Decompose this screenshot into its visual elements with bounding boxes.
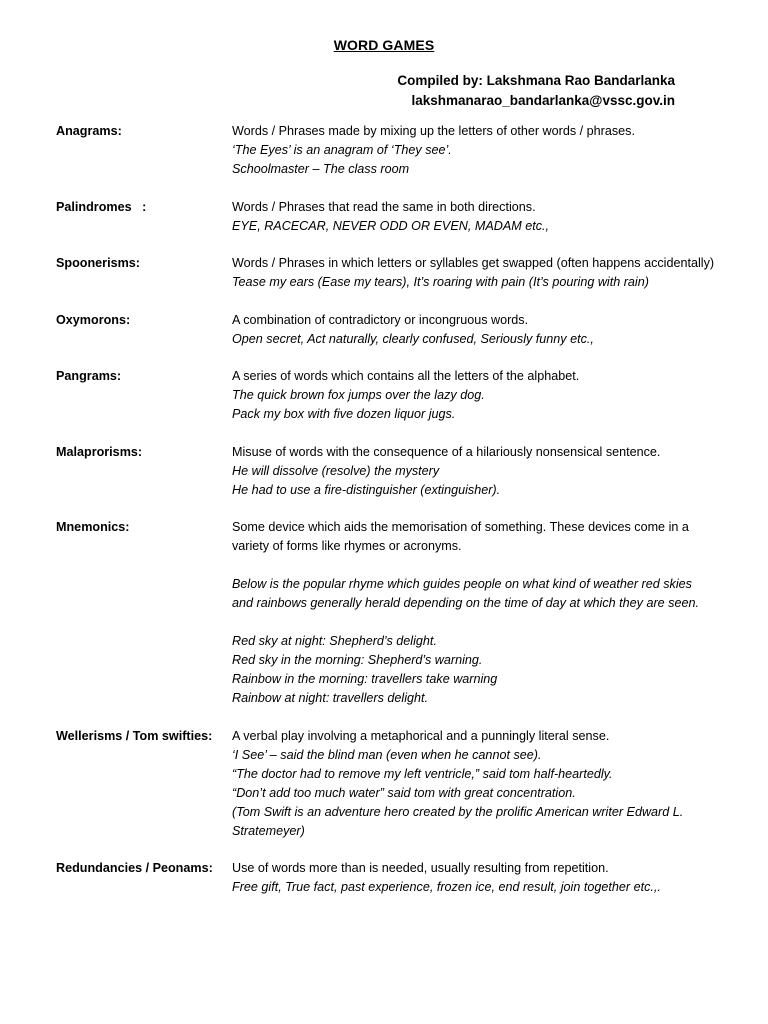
entry-pangrams	[56, 367, 716, 424]
entry-body	[232, 859, 716, 897]
entry-example: The quick brown fox jumps over the lazy dog.	[232, 388, 485, 402]
entry-example: Rainbow in the morning: travellers take warning	[232, 672, 498, 686]
document-title: WORD GAMES	[333, 37, 435, 53]
entry-term: Anagrams:	[56, 124, 122, 138]
entry-example: Tease my ears (Ease my tears), It’s roaring with pain (It’s pouring with rain)	[232, 275, 649, 289]
entry-spoonerisms	[56, 254, 716, 292]
spacer	[232, 556, 716, 575]
entry-body	[232, 198, 716, 236]
entry-example: “The doctor had to remove my left ventricle,” said tom half-heartedly.	[232, 766, 613, 781]
entry-body	[232, 518, 716, 708]
entry-example: (Tom Swift is an adventure hero created by the prolific American writer Edward L. Stratemeyer)	[232, 804, 684, 838]
entry-definition: A verbal play involving a metaphorical and a punningly literal sense.	[232, 728, 610, 743]
entry-definition: Use of words more than is needed, usually resulting from repetition.	[232, 861, 609, 875]
entry-example: He had to use a fire-distinguisher (extinguisher).	[232, 482, 501, 497]
entry-term: Redundancies / Peonams:	[56, 861, 213, 875]
entry-definition: Words / Phrases in which letters or syllables get swapped (often happens accidentally)	[232, 256, 715, 270]
entry-example: Open secret, Act naturally, clearly confused, Seriously funny etc.,	[232, 331, 594, 346]
entry-example: Schoolmaster – The class room	[232, 162, 410, 176]
entry-definition: A series of words which contains all the letters of the alphabet.	[232, 369, 580, 383]
entry-mnemonics	[56, 518, 716, 708]
entry-definition: Words / Phrases made by mixing up the letters of other words / phrases.	[232, 124, 635, 138]
entry-body	[232, 311, 716, 349]
entry-paragraph: Below is the popular rhyme which guides people on what kind of weather red skies and rainbows generally herald depending on the time of day at which they are seen.	[232, 577, 699, 610]
entry-body	[232, 367, 716, 424]
entry-example: ‘The Eyes’ is an anagram of ‘They see’.	[232, 143, 452, 157]
entry-term: Oxymorons:	[56, 312, 131, 327]
entries-list	[56, 122, 716, 916]
entry-term: Wellerisms / Tom swifties:	[56, 728, 213, 743]
entry-body	[232, 122, 716, 179]
entry-term: Mnemonics:	[56, 520, 130, 534]
entry-body	[232, 727, 716, 841]
entry-term: Malaprorisms:	[56, 444, 143, 459]
entry-term: Pangrams:	[56, 369, 122, 383]
entry-wellerisms	[56, 727, 716, 841]
entry-example: He will dissolve (resolve) the mystery	[232, 463, 440, 478]
compiler-line: Compiled by: Lakshmana Rao Bandarlanka	[397, 73, 675, 88]
entry-definition: Some device which aids the memorisation of something. These devices come in a variety of forms like rhymes or acronyms.	[232, 520, 689, 553]
spacer	[232, 613, 716, 632]
entry-body	[232, 254, 716, 292]
entry-example: Red sky at night: Shepherd’s delight.	[232, 634, 437, 648]
entry-definition: Words / Phrases that read the same in both directions.	[232, 199, 536, 214]
entry-example: Free gift, True fact, past experience, frozen ice, end result, join together etc.,.	[232, 880, 661, 894]
entry-palindromes	[56, 198, 716, 236]
entry-body	[232, 443, 716, 500]
entry-example: Rainbow at night: travellers delight.	[232, 691, 429, 705]
entry-term: Spoonerisms:	[56, 256, 140, 270]
entry-example: EYE, RACECAR, NEVER ODD OR EVEN, MADAM etc.,	[232, 218, 550, 233]
entry-example: “Don’t add too much water” said tom with great concentration.	[232, 785, 576, 800]
entry-malaprorisms	[56, 443, 716, 500]
entry-term: Palindromes :	[56, 199, 147, 214]
entry-definition: Misuse of words with the consequence of a hilariously nonsensical sentence.	[232, 444, 661, 459]
entry-example: Pack my box with five dozen liquor jugs.	[232, 407, 456, 421]
entry-anagrams	[56, 122, 716, 179]
credits-block	[397, 71, 675, 111]
entry-example: Red sky in the morning: Shepherd’s warning.	[232, 653, 483, 667]
entry-definition: A combination of contradictory or incongruous words.	[232, 312, 529, 327]
email-line: lakshmanarao_bandarlanka@vssc.gov.in	[411, 93, 675, 108]
entry-redundancies	[56, 859, 716, 897]
entry-example: ‘I See’ – said the blind man (even when he cannot see).	[232, 747, 542, 762]
entry-oxymorons	[56, 311, 716, 349]
